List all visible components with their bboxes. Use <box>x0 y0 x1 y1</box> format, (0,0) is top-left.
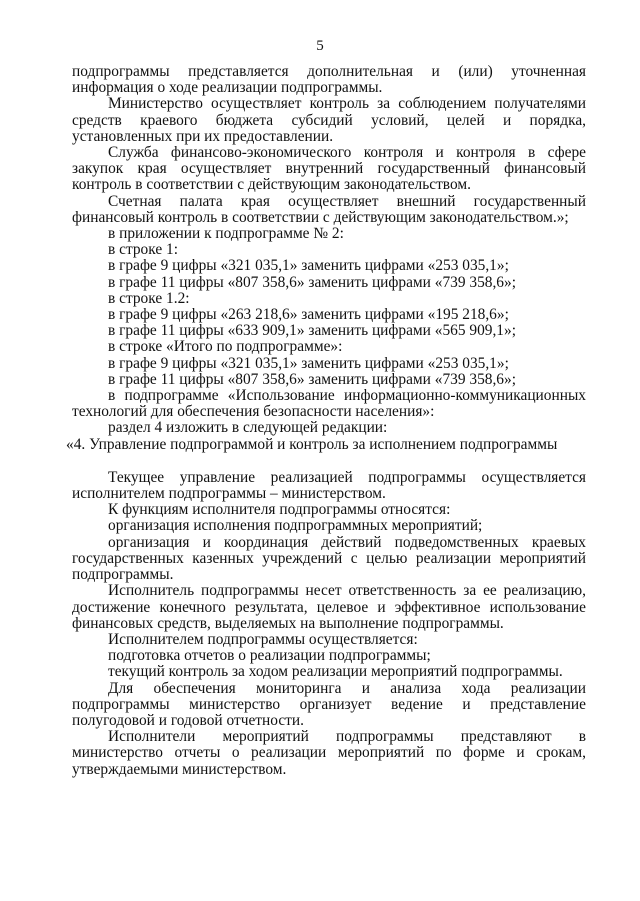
list-item-control: текущий контроль за ходом реализации мероприятий подпрограммы. <box>108 663 563 681</box>
amendment-line-row-1-2-col-9: в графе 9 цифры «263 218,6» заменить цифрами «195 218,6»; <box>108 306 509 324</box>
amendment-line-appendix: в приложении к подпрограмме № 2: <box>108 225 344 243</box>
paragraph-current-management: Текущее управление реализацией подпрограммы осуществляется исполнителем подпрограммы – министерством. <box>72 468 586 503</box>
amendment-line-row-1-2-col-11: в графе 11 цифры «633 909,1» заменить цифрами «565 909,1»; <box>108 322 516 340</box>
amendment-line-row-1: в строке 1: <box>108 241 178 259</box>
section-heading: «4. Управление подпрограммой и контроль за исполнением подпрограммы <box>66 435 558 453</box>
paragraph-monitoring: Для обеспечения мониторинга и анализа хода реализации подпрограммы министерство организует ведение и представление полугодовой и годовой отчетности. <box>72 679 586 729</box>
paragraph-1: подпрограммы представляется дополнительная и (или) уточненная информация о ходе реализации подпрограммы. <box>72 63 586 97</box>
paragraph-executor-tasks: Исполнителем подпрограммы осуществляется: <box>108 630 418 648</box>
list-item-reports: подготовка отчетов о реализации подпрограммы; <box>108 647 431 665</box>
list-item-coordination: организация и координация действий подведомственных краевых государственных казенных учреждений с целью реализации мероприятий подпрограммы. <box>72 533 586 584</box>
amendment-line-row-1-col-9: в графе 9 цифры «321 035,1» заменить цифрами «253 035,1»; <box>108 257 509 275</box>
page-number: 5 <box>316 38 324 54</box>
paragraph-functions: К функциям исполнителя подпрограммы относятся: <box>108 501 451 519</box>
paragraph-3: Служба финансово-экономического контроля и контроля в сфере закупок края осуществляет внутренний государственный финансовый контроль в соответствии с действующим законодательством. <box>72 144 586 194</box>
paragraph-responsibility: Исполнитель подпрограммы несет ответственность за ее реализацию, достижение конечного результата, целевое и эффективное использование финансовых средств, выделяемых на выполнение подпрограммы. <box>72 582 586 632</box>
spacer <box>72 453 586 470</box>
amendment-line-total-col-9: в графе 9 цифры «321 035,1» заменить цифрами «253 035,1»; <box>108 354 509 372</box>
amendment-line-total-row: в строке «Итого по подпрограмме»: <box>108 338 343 356</box>
amendment-line-row-1-col-11: в графе 11 цифры «807 358,6» заменить цифрами «739 358,6»; <box>108 273 516 291</box>
paragraph-4: Счетная палата края осуществляет внешний государственный финансовый контроль в соответствии с действующим законодательством.»; <box>72 192 586 226</box>
amendment-line-total-col-11: в графе 11 цифры «807 358,6» заменить цифрами «739 358,6»; <box>108 370 516 388</box>
list-item-organization: организация исполнения подпрограммных мероприятий; <box>108 517 483 535</box>
amendment-line-section-4: раздел 4 изложить в следующей редакции: <box>108 419 388 437</box>
amendment-line-row-1-2: в строке 1.2: <box>108 289 190 307</box>
amendment-line-subprogram: в подпрограмме «Использование информационно-коммуникационных технологий для обеспечения безопасности населения»: <box>72 387 586 421</box>
paragraph-executors-report: Исполнители мероприятий подпрограммы представляют в министерство отчеты о реализации мероприятий по форме и срокам, утверждаемыми министерством. <box>72 728 586 778</box>
document-body <box>66 63 586 778</box>
paragraph-2: Министерство осуществляет контроль за соблюдением получателями средств краевого бюджета субсидий условий, целей и порядка, установленных при их предоставлении. <box>72 95 586 145</box>
